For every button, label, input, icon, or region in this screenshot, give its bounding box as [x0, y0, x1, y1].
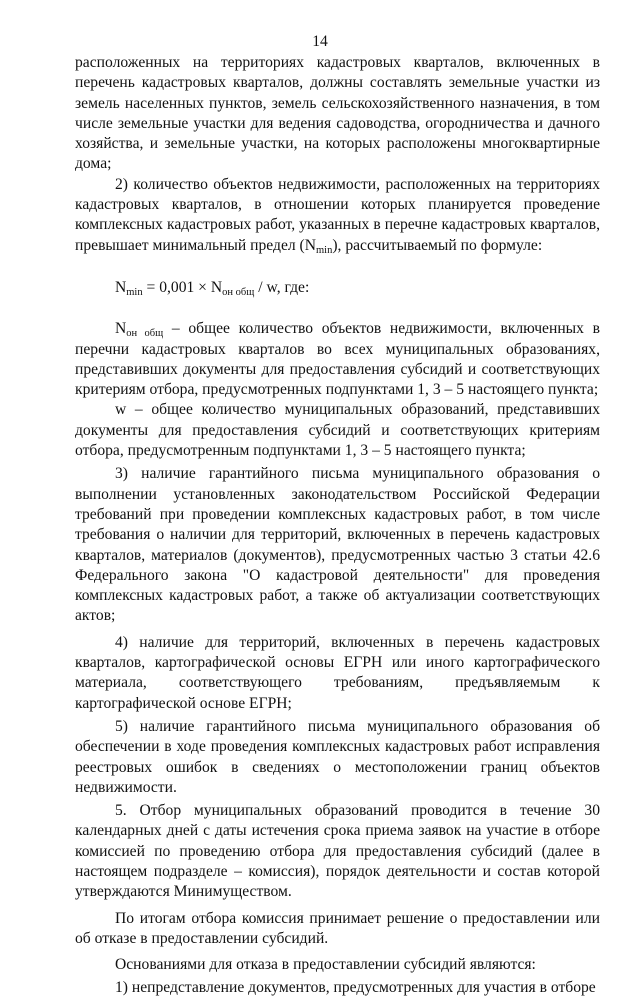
item-2-text: 2) количество объектов недвижимости, расположенных на территориях кадастровых кварталов, в отношении которых планируется проведение комплексных кадастровых работ, указанных в перечне кадастровых кварталов, превышает минимальный предел (N	[75, 175, 600, 254]
paragraph-continuation: расположенных на территориях кадастровых кварталов, включенных в перечень кадастровых кварталов, должны составлять земельные участки из земель населенных пунктов, земель сельскохозяйственного назначения, в том числе земельные участки для ведения садоводства, огородничества и дачного хозяйства, и земельные участки, на которых расположены многоквартирные дома;	[75, 54, 600, 173]
formula-sub2: он общ	[222, 286, 255, 298]
page-number: 14	[312, 33, 328, 50]
paragraph-item-3: 3) наличие гарантийного письма муниципального образования о выполнении установленных законодательством Российской Федерации требований при проведении комплексных кадастровых работ, в том числе требования о наличии для территорий, включенных в перечень кадастровых кварталов, материалов (документов), предусмотренных частью 3 статьи 42.6 Федерального закона "О кадастровой деятельности" для проведения комплексных кадастровых работ, а также об актуализации соответствующих актов;	[75, 465, 600, 625]
formula-n: N	[115, 278, 127, 296]
formula-eq: = 0,001 × N	[142, 278, 223, 296]
paragraph-ground-1: 1) непредставление документов, предусмотренных для участия в отборе	[115, 979, 596, 997]
definition-text: – общее количество объектов недвижимости, включенных в перечни кадастровых кварталов во всех муниципальных образованиях, представивших документы для предоставления субсидий и соответствующих критериям отбора, предусмотренных подпунктами 1, 3 – 5 настоящего пункта;	[75, 320, 600, 399]
formula-tail: / w, где:	[254, 278, 310, 296]
paragraph-section-5: 5. Отбор муниципальных образований проводится в течение 30 календарных дней с даты истечения срока приема заявок на участие в отборе комиссией по проведению отбора для предоставления субсидий (далее в настоящем подразделе – комиссия), порядок деятельности и состав которой утверждаются Минимуществом.	[75, 802, 600, 901]
formula	[75, 278, 600, 298]
document-body	[75, 53, 600, 999]
definition-n-on-obshch	[75, 319, 600, 400]
formula-n-sub: min	[126, 286, 143, 298]
definition-sub: он общ	[126, 328, 164, 340]
item-2-subscript: min	[316, 244, 333, 256]
definition-w: w – общее количество муниципальных образований, представивших документы для предоставления субсидий и соответствующих критериям отбора, предусмотренным подпунктами 1, 3 – 5 настоящего пункта;	[75, 401, 600, 460]
definition-n: N	[115, 320, 127, 338]
paragraph-item-4: 4) наличие для территорий, включенных в перечень кадастровых кварталов, картографической основы ЕГРН или иного картографического материала, соответствующего требованиям, предъявляемым к картографической основе ЕГРН;	[75, 633, 600, 712]
paragraph-item-5: 5) наличие гарантийного письма муниципального образования об обеспечении в ходе проведения комплексных кадастровых работ исправления реестровых ошибок в сведениях о местоположении границ объектов недвижимости.	[75, 717, 600, 796]
paragraph-grounds: Основаниями для отказа в предоставлении субсидий являются:	[115, 956, 536, 974]
paragraph-item-2	[75, 175, 600, 256]
item-2-tail: ), рассчитываемый по формуле:	[332, 236, 543, 254]
paragraph-results: По итогам отбора комиссия принимает решение о предоставлении или об отказе в предоставлении субсидий.	[75, 909, 600, 947]
